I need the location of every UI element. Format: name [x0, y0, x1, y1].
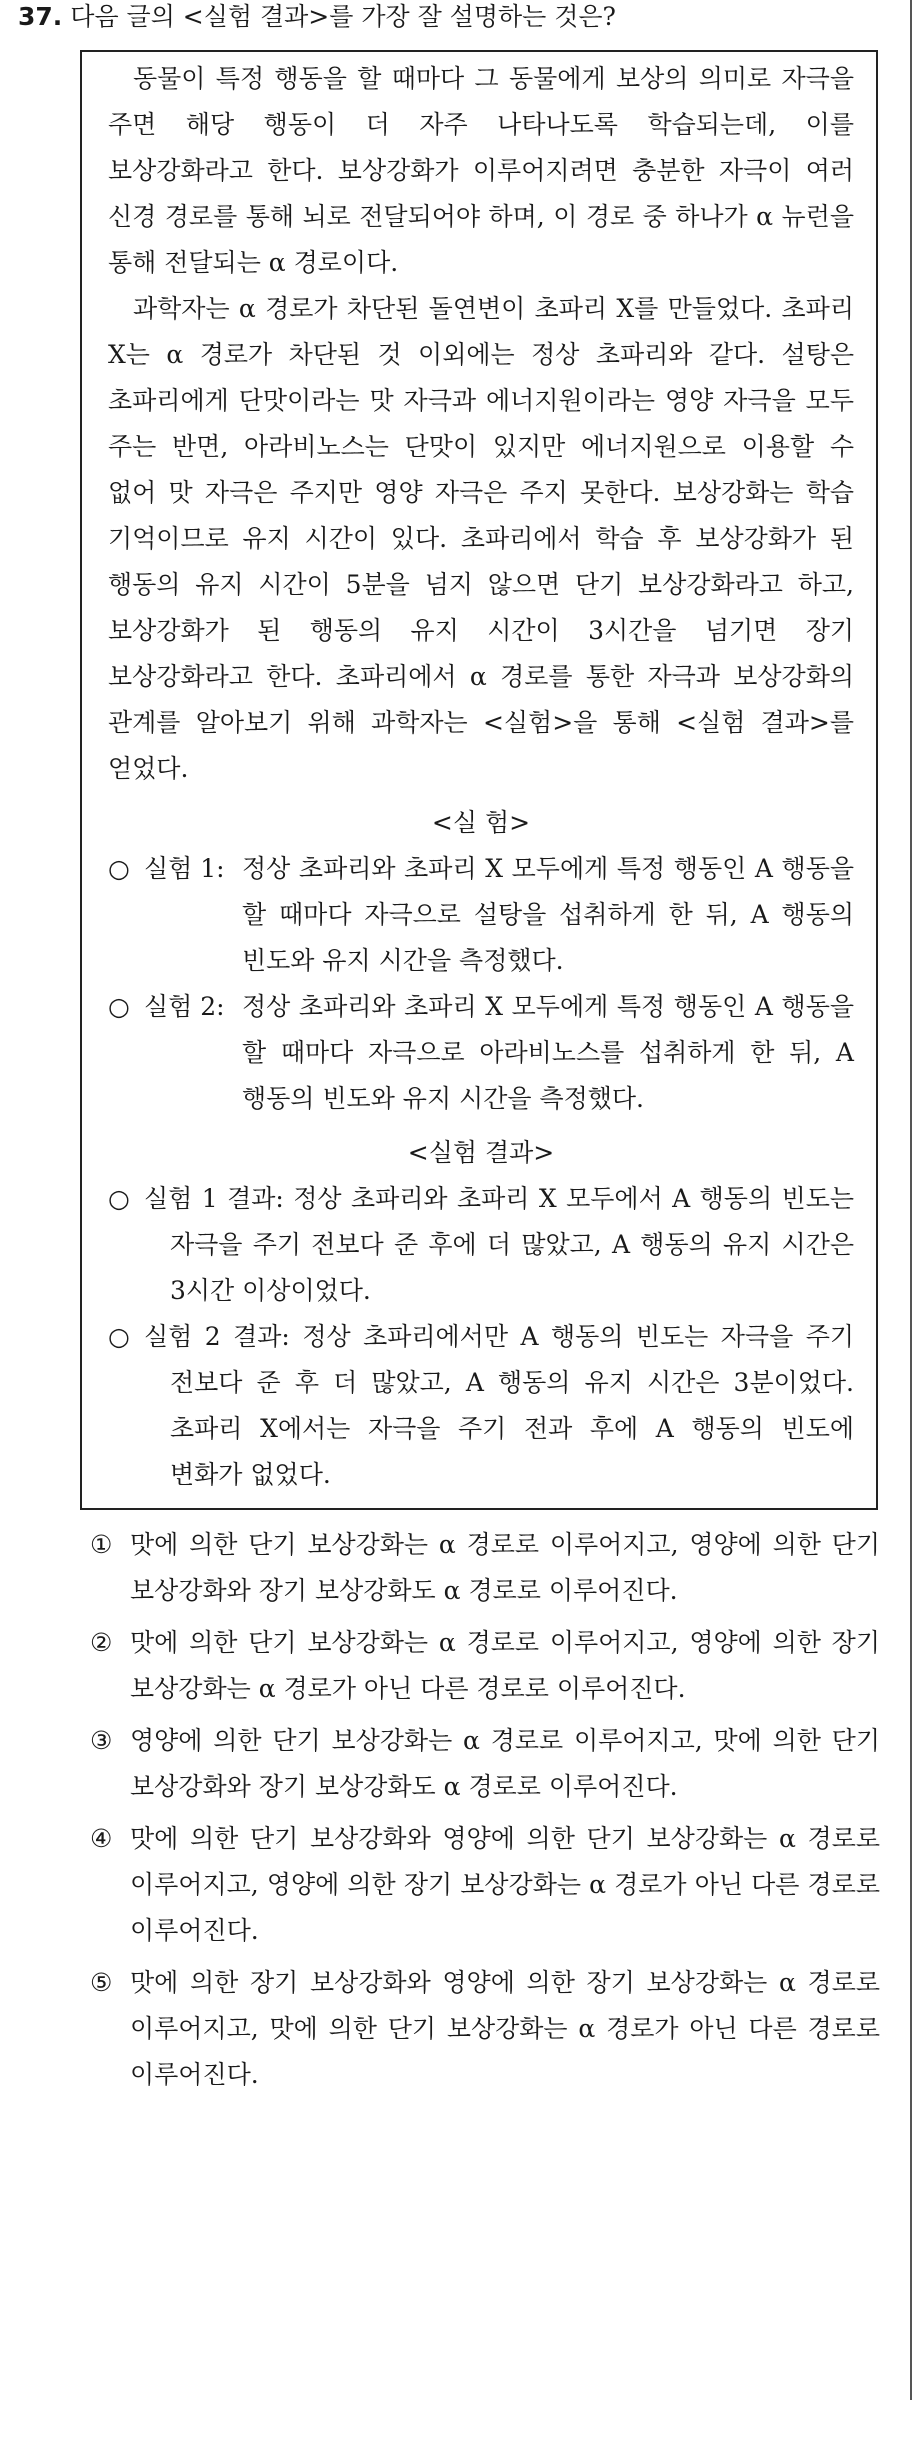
experiment-text: 정상 초파리와 초파리 X 모두에게 특정 행동인 A 행동을 할 때마다 자극으로 아라비노스를 섭취하게 한 뒤, A 행동의 빈도와 유지 시간을 측정했다.: [242, 992, 854, 1113]
question-header: [18, 0, 888, 36]
choice-text: 맛에 의한 단기 보상강화는 α 경로로 이루어지고, 영양에 의한 장기 보상강화는 α 경로가 아닌 다른 경로로 이루어진다.: [130, 1628, 880, 1703]
experiment-label: 실험 2:: [144, 992, 225, 1021]
passage-paragraph-1: 동물이 특정 행동을 할 때마다 그 동물에게 보상의 의미로 자극을 주면 해당 행동이 더 자주 나타나도록 학습되는데, 이를 보상강화라고 한다. 보상강화가 이루어지려면 충분한 자극이 여러 신경 경로를 통해 뇌로 전달되어야 하며, 이 경로 중 하나가 α 뉴런을 통해 전달되는 α 경로이다.: [108, 64, 854, 277]
choice-number: ④: [90, 1824, 113, 1853]
choice-text: 맛에 의한 장기 보상강화와 영양에 의한 장기 보상강화는 α 경로로 이루어지고, 맛에 의한 단기 보상강화는 α 경로가 아닌 다른 경로로 이루어진다.: [130, 1968, 880, 2089]
choice-number: ③: [90, 1726, 113, 1755]
experiment-item-1: [108, 846, 854, 984]
experiment-item-2: [108, 984, 854, 1122]
experiment-title: <실 험>: [431, 808, 531, 837]
result-text: 실험 2 결과: 정상 초파리에서만 A 행동의 빈도는 자극을 주기 전보다 준 후 더 많았고, A 행동의 유지 시간은 3분이었다. 초파리 X에서는 자극을 주기 전과 후에 A 행동의 빈도에 변화가 없었다.: [144, 1322, 854, 1489]
choice-1[interactable]: [90, 1522, 880, 1614]
choice-number: ①: [90, 1530, 113, 1559]
choice-text: 맛에 의한 단기 보상강화는 α 경로로 이루어지고, 영양에 의한 단기 보상강화와 장기 보상강화도 α 경로로 이루어진다.: [130, 1530, 880, 1605]
bullet-circle: ○: [108, 1184, 130, 1213]
results-title: <실험 결과>: [407, 1138, 555, 1167]
passage-paragraph-2: 과학자는 α 경로가 차단된 돌연변이 초파리 X를 만들었다. 초파리 X는 α 경로가 차단된 것 이외에는 정상 초파리와 같다. 설탕은 초파리에게 단맛이라는 맛 자극과 에너지원이라는 영양 자극을 모두 주는 반면, 아라비노스는 단맛이 있지만 에너지원으로 이용할 수 없어 맛 자극은 주지만 영양 자극은 주지 못한다. 보상강화는 학습 기억이므로 유지 시간이 있다. 초파리에서 학습 후 보상강화가 된 행동의 유지 시간이 5분을 넘지 않으면 단기 보상강화라고 하고, 보상강화가 된 행동의 유지 시간이 3시간을 넘기면 장기 보상강화라고 한다. 초파리에서 α 경로를 통한 자극과 보상강화의 관계를 알아보기 위해 과학자는 <실험>을 통해 <실험 결과>를 얻었다.: [108, 294, 854, 783]
choice-text: 맛에 의한 단기 보상강화와 영양에 의한 단기 보상강화는 α 경로로 이루어지고, 영양에 의한 장기 보상강화는 α 경로가 아닌 다른 경로로 이루어진다.: [130, 1824, 880, 1945]
experiment-text: 정상 초파리와 초파리 X 모두에게 특정 행동인 A 행동을 할 때마다 자극으로 설탕을 섭취하게 한 뒤, A 행동의 빈도와 유지 시간을 측정했다.: [242, 854, 854, 975]
choice-4[interactable]: [90, 1816, 880, 1954]
result-text: 실험 1 결과: 정상 초파리와 초파리 X 모두에서 A 행동의 빈도는 자극을 주기 전보다 준 후에 더 많았고, A 행동의 유지 시간은 3시간 이상이었다.: [144, 1184, 854, 1305]
choice-2[interactable]: [90, 1620, 880, 1712]
result-item-1: [108, 1176, 854, 1314]
column-divider-line: [910, 0, 912, 2400]
question-prompt: 다음 글의 <실험 결과>를 가장 잘 설명하는 것은?: [70, 2, 616, 31]
question-37: [18, 0, 888, 36]
result-item-2: [108, 1314, 854, 1498]
experiment-label: 실험 1:: [144, 854, 225, 883]
passage-box: [80, 50, 878, 1510]
question-number: 37.: [18, 2, 63, 31]
choice-text: 영양에 의한 단기 보상강화는 α 경로로 이루어지고, 맛에 의한 단기 보상강화와 장기 보상강화도 α 경로로 이루어진다.: [130, 1726, 880, 1801]
answer-choices: [90, 1522, 880, 2104]
choice-3[interactable]: [90, 1718, 880, 1810]
bullet-circle: ○: [108, 854, 130, 883]
bullet-circle: ○: [108, 992, 130, 1021]
choice-5[interactable]: [90, 1960, 880, 2098]
choice-number: ⑤: [90, 1968, 113, 1997]
bullet-circle: ○: [108, 1322, 130, 1351]
choice-number: ②: [90, 1628, 113, 1657]
